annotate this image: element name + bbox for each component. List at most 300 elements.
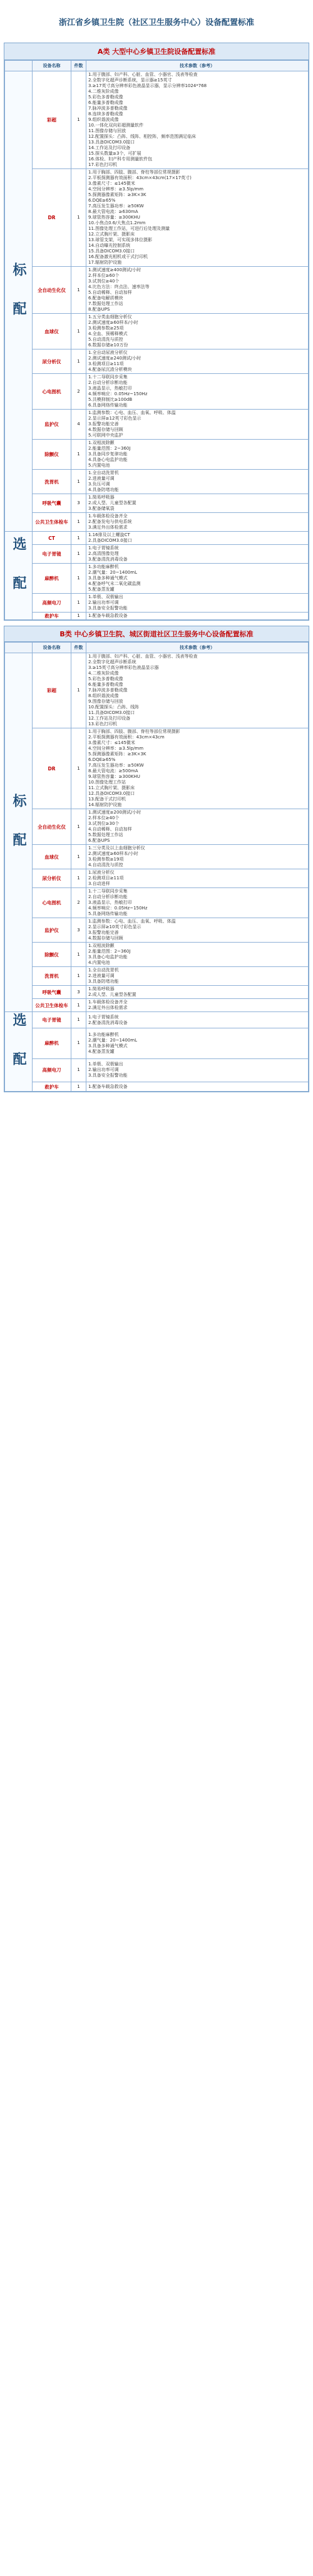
param-line: 4.频率响应：0.05Hz~150Hz xyxy=(88,906,148,911)
device-name: 监护仪 xyxy=(33,918,71,943)
device-count: 1 xyxy=(71,1028,86,1059)
param-line: 2.样本位≥60个 xyxy=(88,273,120,278)
device-params xyxy=(86,71,309,169)
param-line: 3.检测参数≥19项 xyxy=(88,857,124,862)
param-line: 1.十二导联同步采集 xyxy=(88,375,128,380)
device-name: 除颤仪 xyxy=(33,943,71,967)
param-line: 2.自动分析诊断功能 xyxy=(88,380,128,385)
param-line: 5.可联网中央监护 xyxy=(88,433,123,438)
param-line: 4.数据存储与回顾 xyxy=(88,427,123,432)
param-line: 6.能量多普勒成像 xyxy=(88,682,123,687)
param-line: 8.最大管电流：≥630mA xyxy=(88,209,138,214)
device-name: 麻醉机 xyxy=(33,1028,71,1059)
param-line: 2.平板探测器有效面积：43cm×43cm xyxy=(88,735,165,740)
param-line: 1.测试速度≥200测试/小时 xyxy=(88,810,141,815)
param-line: 11.图像处理工作站，可进行后处理及测量 xyxy=(88,226,170,231)
table-row xyxy=(5,564,309,594)
device-name: 血球仪 xyxy=(33,314,71,349)
device-name: 电子胃镜 xyxy=(33,1012,71,1028)
param-line: 3.自动进样 xyxy=(88,881,110,886)
device-count: 4 xyxy=(71,410,86,440)
header-params: 技术参数（参考） xyxy=(86,61,309,71)
param-line: 5.共模抑制比≥100dB xyxy=(88,397,133,402)
device-name: 彩超 xyxy=(33,71,71,169)
param-line: 1.单极、双极输出 xyxy=(88,1062,123,1067)
param-line: 13.配备干式打印机 xyxy=(88,797,126,802)
param-line: 4.配备蒸发罐 xyxy=(88,1048,115,1054)
device-name: 公共卫生体检车 xyxy=(33,513,71,532)
param-line: 4.具备心电监护功能 xyxy=(88,457,128,462)
param-line: 13.球管支架，可实现多体位摄影 xyxy=(88,237,153,242)
param-line: 1.尿液分析仪 xyxy=(88,870,115,875)
device-params xyxy=(86,513,309,532)
device-name: 彩超 xyxy=(33,653,71,728)
param-line: 12.工作站及打印设备 xyxy=(88,716,131,721)
section-b xyxy=(4,626,309,1092)
section-b-table xyxy=(4,642,309,1092)
table-row xyxy=(5,267,309,314)
device-count: 1 xyxy=(71,440,86,470)
param-line: 3.具备心电监护功能 xyxy=(88,954,128,960)
device-count: 1 xyxy=(71,728,86,809)
param-line: 4.自动稀释、自动加样 xyxy=(88,827,132,832)
device-name: 全自动生化仪 xyxy=(33,267,71,314)
param-line: 9.球管热容量：≥300KHU xyxy=(88,215,140,220)
param-line: 1.十二导联同步采集 xyxy=(88,889,128,894)
param-line: 10.图像处理工作站 xyxy=(88,780,126,785)
param-line: 5.探测器像素矩阵：≥3K×3K xyxy=(88,192,146,197)
table-row xyxy=(5,1082,309,1092)
device-name: 呼吸气囊 xyxy=(33,494,71,513)
param-line: 6.数据存储≥10万份 xyxy=(88,343,128,348)
device-name: 心电图机 xyxy=(33,374,71,410)
table-row xyxy=(5,594,309,613)
header-count: 件数 xyxy=(71,643,86,653)
device-count: 1 xyxy=(71,267,86,314)
group-label: 标配 xyxy=(5,71,33,532)
param-line: 14.自动曝光控制系统 xyxy=(88,243,131,248)
param-line: 1.电子胃镜系统 xyxy=(88,1014,119,1020)
param-line: 3.负压可调 xyxy=(88,482,110,487)
table-row xyxy=(5,169,309,267)
device-count: 1 xyxy=(71,1058,86,1082)
param-line: 2.测试速度≥240测试/小时 xyxy=(88,356,141,361)
param-line: 14.辐射防护设施 xyxy=(88,802,122,807)
table-row xyxy=(5,869,309,888)
param-line: 4.空间分辨率：≥3.5lp/mm xyxy=(88,746,144,751)
header-count: 件数 xyxy=(71,61,86,71)
param-line: 2.成人型、儿童型各配置 xyxy=(88,500,136,505)
device-name: CT xyxy=(33,532,71,545)
table-row xyxy=(5,545,309,564)
param-line: 3.报警功能完善 xyxy=(88,422,119,427)
table-row xyxy=(5,967,309,986)
param-line: 2.具备DICOM3.0接口 xyxy=(88,538,132,543)
param-line: 1.用于胸部、四肢、腹部、脊柱等部位常规摄影 xyxy=(88,729,180,734)
device-count: 1 xyxy=(71,513,86,532)
device-name: 洗胃机 xyxy=(33,967,71,986)
device-count: 1 xyxy=(71,545,86,564)
table-row xyxy=(5,1028,309,1059)
device-name: 尿分析仪 xyxy=(33,869,71,888)
param-line: 12.具备DICOM3.0接口 xyxy=(88,791,135,796)
param-line: 2.全数字化超声诊断系统 xyxy=(88,660,136,665)
param-line: 13.具备DICOM3.0接口 xyxy=(88,140,135,145)
param-line: 4.二维灰阶成像 xyxy=(88,89,119,94)
device-count: 3 xyxy=(71,986,86,999)
param-line: 3.配备清洗消毒设备 xyxy=(88,557,128,562)
param-line: 1.五分类血细胞分析仪 xyxy=(88,314,132,319)
param-line: 1.监测参数：心电、血压、血氧、呼吸、体温 xyxy=(88,410,176,415)
device-name: 电子胃镜 xyxy=(33,545,71,564)
param-line: 5.彩色多普勒成像 xyxy=(88,676,123,681)
device-count: 1 xyxy=(71,532,86,545)
param-line: 10.小焦点0.6/大焦点1.2mm xyxy=(88,220,146,225)
param-line: 2.检测项目≥11项 xyxy=(88,876,124,881)
param-line: 1.配备车载急救设备 xyxy=(88,613,128,618)
param-line: 11.立式胸片架、摄影床 xyxy=(88,785,135,790)
param-line: 4.配备呼气末二氧化碳监测 xyxy=(88,581,141,586)
device-count: 1 xyxy=(71,1082,86,1092)
param-line: 1.多功能麻醉机 xyxy=(88,1032,119,1037)
device-params xyxy=(86,728,309,809)
device-params xyxy=(86,1082,309,1092)
table-row xyxy=(5,845,309,869)
table-header-row xyxy=(5,61,309,71)
device-count: 1 xyxy=(71,653,86,728)
param-line: 1.全自动洗胃机 xyxy=(88,470,119,475)
device-params xyxy=(86,986,309,999)
table-row xyxy=(5,532,309,545)
param-line: 2.测试速度≥60样本/小时 xyxy=(88,851,138,856)
header-group xyxy=(5,643,33,653)
table-row xyxy=(5,349,309,374)
param-line: 3.报警功能完善 xyxy=(88,930,119,935)
device-name: DR xyxy=(33,728,71,809)
table-row xyxy=(5,470,309,494)
section-a-table xyxy=(4,60,309,620)
device-count: 1 xyxy=(71,845,86,869)
device-params xyxy=(86,314,309,349)
group-label: 选配 xyxy=(5,532,33,620)
param-line: 1.车载体检设备齐全 xyxy=(88,514,128,519)
param-line: 8.连续多普勒成像 xyxy=(88,111,123,116)
param-line: 1.用于腹部、妇产科、心脏、血管、小器官、浅表等检查 xyxy=(88,654,198,659)
param-line: 12.配置探头：凸阵、线阵、相控阵，频率范围满足临床 xyxy=(88,134,197,139)
device-params xyxy=(86,613,309,620)
device-count: 1 xyxy=(71,349,86,374)
device-count: 1 xyxy=(71,470,86,494)
param-line: 3.配备储氧袋 xyxy=(88,506,115,511)
param-line: 8.组织谐波成像 xyxy=(88,693,119,698)
param-line: 3.像素尺寸：≤145微米 xyxy=(88,740,135,745)
device-name: 呼吸气囊 xyxy=(33,986,71,999)
device-params xyxy=(86,1058,309,1082)
param-line: 6.具备网络传输功能 xyxy=(88,403,128,408)
device-count: 1 xyxy=(71,169,86,267)
param-line: 3.试剂位≥30个 xyxy=(88,821,120,826)
param-line: 4.二维灰阶成像 xyxy=(88,671,119,676)
device-params xyxy=(86,918,309,943)
param-line: 1.16排及以上螺旋CT xyxy=(88,532,130,537)
param-line: 4.具备防堵功能 xyxy=(88,487,119,492)
device-params xyxy=(86,1028,309,1059)
device-name: 洗胃机 xyxy=(33,470,71,494)
device-count: 1 xyxy=(71,594,86,613)
device-params xyxy=(86,267,309,314)
table-row xyxy=(5,918,309,943)
param-line: 1.电子胃镜系统 xyxy=(88,546,119,551)
param-line: 3.具备多种通气模式 xyxy=(88,1043,128,1048)
device-count: 1 xyxy=(71,809,86,845)
param-line: 3.≥17英寸高分辨率彩色液晶显示器，显示分辨率1024*768 xyxy=(88,83,207,88)
device-name: 除颤仪 xyxy=(33,440,71,470)
param-line: 3.具备安全报警功能 xyxy=(88,1073,128,1079)
device-params xyxy=(86,943,309,967)
param-line: 1.单极、双极输出 xyxy=(88,594,123,599)
device-count: 1 xyxy=(71,967,86,986)
device-name: 高频电刀 xyxy=(33,1058,71,1082)
param-line: 6.配备电解质模块 xyxy=(88,296,123,301)
param-line: 3.具备同步复律功能 xyxy=(88,452,128,457)
param-line: 2.自动分析诊断功能 xyxy=(88,894,128,899)
param-line: 3.具备多种通气模式 xyxy=(88,576,128,581)
device-params xyxy=(86,594,309,613)
param-line: 5.数据处理工作站 xyxy=(88,832,123,837)
table-row xyxy=(5,653,309,728)
param-line: 2.全数字化超声诊断系统，显示器≥15英寸 xyxy=(88,78,172,83)
device-params xyxy=(86,545,309,564)
device-params xyxy=(86,888,309,918)
param-line: 1.多功能麻醉机 xyxy=(88,564,119,569)
param-line: 6.配备UPS xyxy=(88,838,110,843)
param-line: 11.图像存储与回放 xyxy=(88,128,126,133)
device-name: 全自动生化仪 xyxy=(33,809,71,845)
header-device-name: 设备名称 xyxy=(33,61,71,71)
param-line: 5.自动稀释、自动加样 xyxy=(88,290,132,295)
param-line: 1.简易呼吸器 xyxy=(88,495,115,500)
device-params xyxy=(86,845,309,869)
header-params: 技术参数（参考） xyxy=(86,643,309,653)
param-line: 7.高压发生器功率：≥50KW xyxy=(88,204,144,209)
param-line: 5.具备网络传输功能 xyxy=(88,911,128,916)
device-params xyxy=(86,374,309,410)
device-params xyxy=(86,349,309,374)
table-row xyxy=(5,494,309,513)
device-name: 尿分析仪 xyxy=(33,349,71,374)
param-line: 2.进液量可调 xyxy=(88,476,115,481)
param-line: 5.内置电池 xyxy=(88,463,110,468)
param-line: 13.彩色打印机 xyxy=(88,722,118,727)
header-device-name: 设备名称 xyxy=(33,643,71,653)
param-line: 2.样本位≥40个 xyxy=(88,815,120,820)
table-row xyxy=(5,986,309,999)
table-row xyxy=(5,513,309,532)
device-count: 1 xyxy=(71,71,86,169)
device-name: DR xyxy=(33,169,71,267)
param-line: 9.球管热容量：≥300KHU xyxy=(88,774,140,779)
param-line: 4.空间分辨率：≥3.5lp/mm xyxy=(88,187,144,192)
table-row xyxy=(5,613,309,620)
param-line: 1.三分类及以上血细胞分析仪 xyxy=(88,846,145,851)
param-line: 8.最大管电流：≥500mA xyxy=(88,768,138,773)
param-line: 7.高压发生器功率：≥50KW xyxy=(88,763,144,768)
param-line: 15.具备DICOM3.0接口 xyxy=(88,249,135,254)
param-line: 2.显示屏≥12英寸彩色显示 xyxy=(88,416,141,421)
device-count: 2 xyxy=(71,888,86,918)
param-line: 1.用于腹部、妇产科、心脏、血管、小器官、浅表等检查 xyxy=(88,72,198,77)
param-line: 1.双相波除颤 xyxy=(88,943,115,948)
device-count: 1 xyxy=(71,943,86,967)
device-name: 心电图机 xyxy=(33,888,71,918)
param-line: 4.配备尿沉渣分析模块 xyxy=(88,367,132,372)
param-line: 3.满足外出体检需求 xyxy=(88,525,128,530)
device-params xyxy=(86,410,309,440)
table-row xyxy=(5,1012,309,1028)
param-line: 1.配备车载急救设备 xyxy=(88,1084,128,1089)
param-line: 2.配备发电与供电系统 xyxy=(88,519,132,524)
param-line: 4.全血、预稀释模式 xyxy=(88,331,128,336)
param-line: 4.数据存储与回顾 xyxy=(88,936,123,941)
param-line: 3.液晶显示，热敏打印 xyxy=(88,900,132,905)
param-line: 1.全自动洗胃机 xyxy=(88,968,119,973)
table-row xyxy=(5,728,309,809)
table-row xyxy=(5,440,309,470)
device-params xyxy=(86,494,309,513)
param-line: 9.组织谐波成像 xyxy=(88,117,119,122)
param-line: 9.图像存储与回放 xyxy=(88,699,123,704)
device-params xyxy=(86,1012,309,1028)
device-count: 1 xyxy=(71,314,86,349)
device-count: 2 xyxy=(71,374,86,410)
device-params xyxy=(86,869,309,888)
param-line: 2.潮气量：20~1400mL xyxy=(88,570,137,575)
param-line: 11.具备DICOM3.0接口 xyxy=(88,710,135,715)
device-params xyxy=(86,564,309,594)
param-line: 3.检测项目≥11项 xyxy=(88,361,124,366)
param-line: 7.数据处理工作站 xyxy=(88,301,123,306)
param-line: 15.探头数量≥3个，可扩展 xyxy=(88,151,141,156)
header-group xyxy=(5,61,33,71)
param-line: 2.输出功率可调 xyxy=(88,1067,119,1073)
device-name: 救护车 xyxy=(33,613,71,620)
param-line: 2.成人型、儿童型各配置 xyxy=(88,992,136,997)
device-params xyxy=(86,653,309,728)
device-name: 救护车 xyxy=(33,1082,71,1092)
param-line: 3.液晶显示，热敏打印 xyxy=(88,386,132,391)
table-row xyxy=(5,943,309,967)
param-line: 5.探测器像素矩阵：≥3K×3K xyxy=(88,752,146,757)
param-line: 1.双相波除颤 xyxy=(88,440,115,445)
param-line: 10.配置探头：凸阵、线阵 xyxy=(88,705,140,710)
section-b-title: B类 中心乡镇卫生院、城区街道社区卫生服务中心设备配置标准 xyxy=(4,626,309,642)
param-line: 1.全自动尿液分析仪 xyxy=(88,350,128,355)
group-label: 标配 xyxy=(5,653,33,1012)
param-line: 1.监测参数：心电、血压、血氧、呼吸、体温 xyxy=(88,919,176,924)
device-count: 3 xyxy=(71,494,86,513)
param-line: 6.DQE≥65% xyxy=(88,757,116,762)
param-line: 14.工作站及打印设备 xyxy=(88,145,131,150)
param-line: 16.配备激光相机或干式打印机 xyxy=(88,254,148,259)
param-line: 10.一体化双向彩超测量软件 xyxy=(88,123,144,128)
param-line: 1.测试速度≥400测试/小时 xyxy=(88,267,141,272)
device-params xyxy=(86,999,309,1012)
device-name: 公共卫生体检车 xyxy=(33,999,71,1012)
param-line: 16.体检、妇产科专用测量软件包 xyxy=(88,157,153,162)
param-line: 17.辐射防护设施 xyxy=(88,260,122,265)
param-line: 2.潮气量：20~1400mL xyxy=(88,1037,137,1043)
param-line: 12.立式胸片架、摄影床 xyxy=(88,232,135,237)
param-line: 1.车载体检设备齐全 xyxy=(88,1000,128,1005)
device-params xyxy=(86,809,309,845)
device-params xyxy=(86,470,309,494)
param-line: 5.配备蒸发罐 xyxy=(88,587,115,592)
param-line: 7.脉冲波多普勒成像 xyxy=(88,106,128,111)
section-a xyxy=(4,43,309,621)
param-line: 5.自动清洗与质控 xyxy=(88,337,123,342)
param-line: 17.彩色打印机 xyxy=(88,162,118,167)
param-line: 6.DQE≥65% xyxy=(88,198,116,203)
device-params xyxy=(86,440,309,470)
param-line: 3.≥15英寸高分辨率彩色液晶显示器 xyxy=(88,665,159,670)
param-line: 1.用于胸部、四肢、腹部、脊柱等部位常规摄影 xyxy=(88,170,180,175)
table-header-row xyxy=(5,643,309,653)
table-row xyxy=(5,410,309,440)
param-line: 2.满足外出体检需求 xyxy=(88,1005,128,1010)
param-line: 1.简易呼吸器 xyxy=(88,986,115,991)
param-line: 3.像素尺寸：≤145微米 xyxy=(88,181,135,186)
device-name: 麻醉机 xyxy=(33,564,71,594)
table-row xyxy=(5,888,309,918)
param-line: 8.配备UPS xyxy=(88,307,110,312)
table-row xyxy=(5,71,309,169)
param-line: 5.彩色多普勒成像 xyxy=(88,95,123,100)
device-name: 高频电刀 xyxy=(33,594,71,613)
param-line: 4.自动清洗与质控 xyxy=(88,862,123,867)
device-name: 监护仪 xyxy=(33,410,71,440)
param-line: 3.具备防堵功能 xyxy=(88,979,119,984)
param-line: 2.输出功率可调 xyxy=(88,600,119,605)
device-params xyxy=(86,169,309,267)
param-line: 3.试剂位≥40个 xyxy=(88,279,120,284)
table-row xyxy=(5,999,309,1012)
device-params xyxy=(86,532,309,545)
param-line: 3.检测参数≥25项 xyxy=(88,326,124,331)
param-line: 7.脉冲波多普勒成像 xyxy=(88,688,128,693)
device-count: 1 xyxy=(71,564,86,594)
param-line: 2.高清图像处理 xyxy=(88,551,119,556)
section-a-title: A类 大型中心乡镇卫生院设备配置标准 xyxy=(4,43,309,60)
device-count: 1 xyxy=(71,999,86,1012)
param-line: 2.能量范围：2~360J xyxy=(88,949,131,954)
param-line: 6.能量多普勒成像 xyxy=(88,100,123,105)
table-row xyxy=(5,314,309,349)
table-row xyxy=(5,374,309,410)
table-row xyxy=(5,1058,309,1082)
device-count: 1 xyxy=(71,1012,86,1028)
param-line: 4.比色方法：终点法、速率法等 xyxy=(88,284,150,289)
page-title: 浙江省乡镇卫生院（社区卫生服务中心）设备配置标准 xyxy=(58,18,254,28)
device-params xyxy=(86,967,309,986)
table-row xyxy=(5,809,309,845)
param-line: 2.进液量可调 xyxy=(88,973,115,978)
param-line: 2.能量范围：2~360J xyxy=(88,446,131,451)
param-line: 2.显示屏≥10英寸彩色显示 xyxy=(88,924,141,929)
param-line: 4.内置电池 xyxy=(88,960,110,965)
param-line: 2.平板探测器有效面积：43cm×43cm(17×17英寸) xyxy=(88,175,192,180)
device-count: 1 xyxy=(71,613,86,620)
device-name: 血球仪 xyxy=(33,845,71,869)
